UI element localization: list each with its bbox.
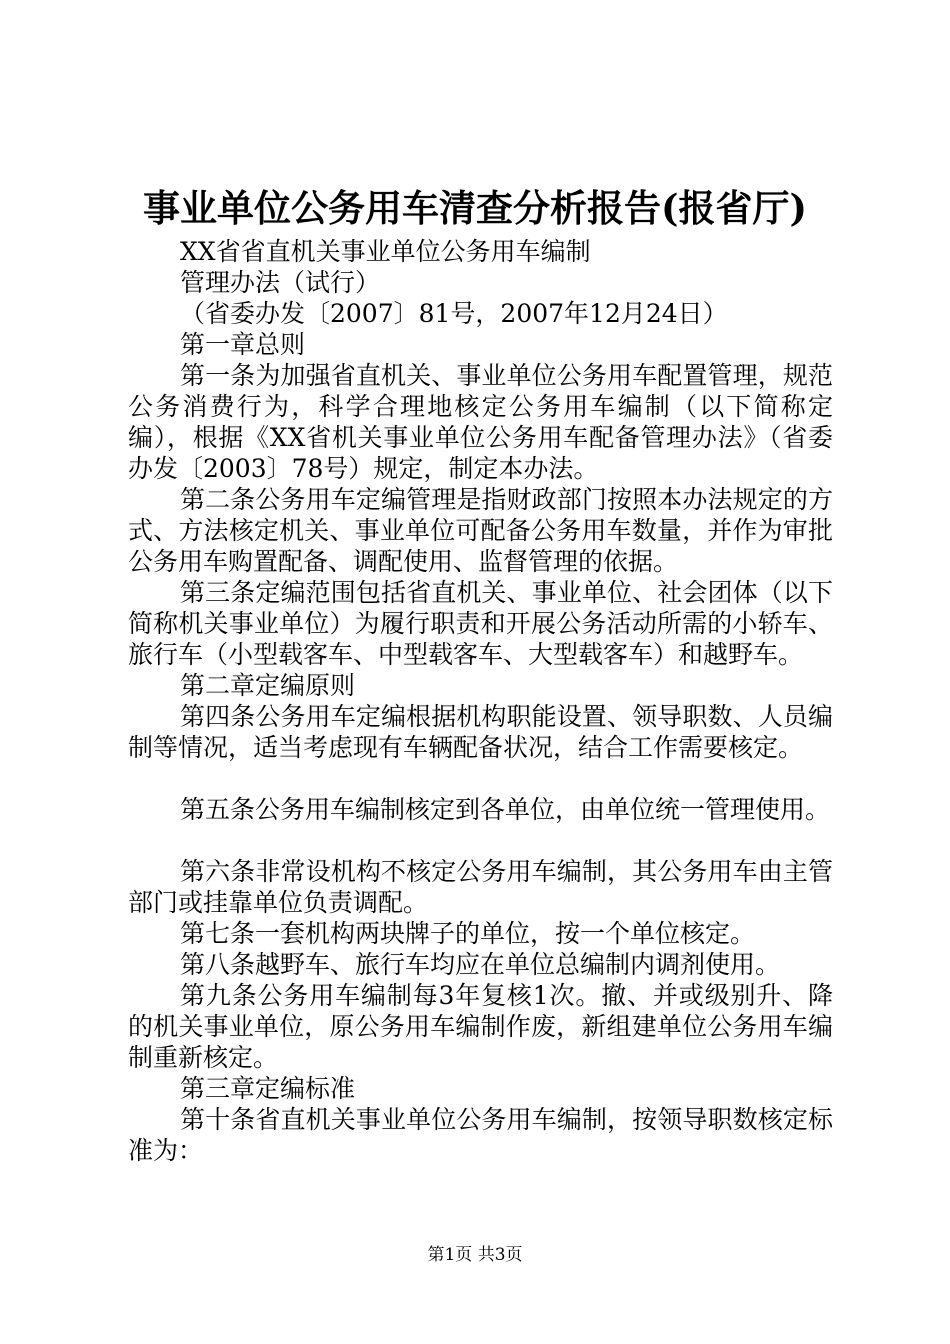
chapter-1-heading: 第一章总则 bbox=[180, 330, 306, 359]
article-2: 第二条公务用车定编管理是指财政部门按照本办法规定的方式、方法核定机关、事业单位可配备公务用车数量，并作为审批公务用车购置配备、调配使用、监督管理的依据。 bbox=[128, 485, 833, 576]
article-8: 第八条越野车、旅行车均应在单位总编制内调剂使用。 bbox=[180, 950, 781, 979]
article-4: 第四条公务用车定编根据机构职能设置、领导职数、人员编制等情况，适当考虑现有车辆配备状况，结合工作需要核定。 bbox=[128, 702, 833, 762]
page-footer: 第1页 共3页 bbox=[427, 1245, 523, 1265]
chapter-2-heading: 第二章定编原则 bbox=[180, 671, 356, 700]
chapter-3-heading: 第三章定编标准 bbox=[180, 1074, 356, 1103]
article-3: 第三条定编范围包括省直机关、事业单位、社会团体（以下简称机关事业单位）为履行职责和开展公务活动所需的小轿车、旅行车（小型载客车、中型载客车、大型载客车）和越野车。 bbox=[128, 578, 833, 669]
article-5: 第五条公务用车编制核定到各单位，由单位统一管理使用。 bbox=[180, 795, 831, 824]
article-7: 第七条一套机构两块牌子的单位，按一个单位核定。 bbox=[180, 919, 756, 948]
blank-line bbox=[128, 825, 833, 856]
subtitle-line-2: 管理办法（试行） bbox=[180, 268, 381, 297]
issuance-note: （省委办发〔2007〕81号，2007年12月24日） bbox=[180, 299, 728, 328]
blank-line bbox=[128, 763, 833, 794]
article-1: 第一条为加强省直机关、事业单位公务用车配置管理，规范公务消费行为，科学合理地核定公务用车编制（以下简称定编），根据《XX省机关事业单位公务用车配备管理办法》（省委办发〔2003〕78号）规定，制定本办法。 bbox=[128, 361, 833, 483]
subtitle-line-1: XX省省直机关事业单位公务用车编制 bbox=[180, 237, 591, 266]
document-body bbox=[128, 236, 833, 1166]
article-6: 第六条非常设机构不核定公务用车编制，其公务用车由主管部门或挂靠单位负责调配。 bbox=[128, 857, 833, 917]
document-title: 事业单位公务用车清查分析报告(报省厅) bbox=[142, 186, 807, 230]
article-10: 第十条省直机关事业单位公务用车编制，按领导职数核定标准为： bbox=[128, 1105, 833, 1165]
article-9: 第九条公务用车编制每3年复核1次。撤、并或级别升、降的机关事业单位，原公务用车编制作废，新组建单位公务用车编制重新核定。 bbox=[128, 981, 833, 1072]
